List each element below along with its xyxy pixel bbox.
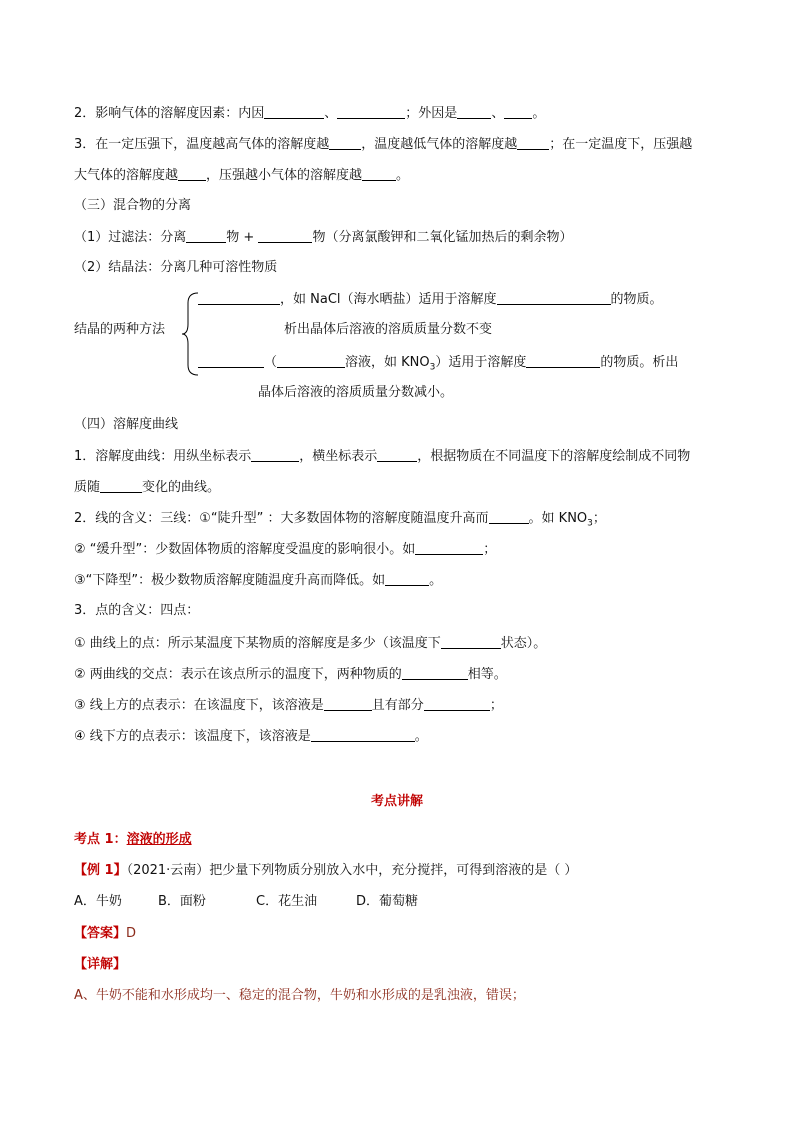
blank [198,290,280,305]
blank [402,665,468,680]
text: 相等。 [467,667,507,682]
text: 。 [414,729,428,744]
text: ）适用于溶解度 [435,355,527,370]
blank [504,104,532,119]
text: ，根据物质在不同温度下的溶解度绘制成不同物 [417,449,691,464]
text: 质随 [74,480,101,495]
text: 。 [429,573,443,588]
text: 3．在一定压强下，温度越高气体的溶解度越 [74,137,330,152]
blank [526,353,600,368]
method-2-note: 晶体后溶液的溶质质量分数减小。 [258,385,454,400]
blank [457,104,491,119]
text: ，压强越小气体的溶解度越 [206,168,363,183]
curve-type-2 [74,540,496,559]
text: ； [483,542,497,557]
text: ； [489,698,503,713]
detail-text: A、牛奶不能和水形成均一、稳定的混合物，牛奶和水形成的是乳浊液，错误； [74,988,525,1003]
answer-tag: 【答案】 [74,926,127,941]
blank [329,135,361,150]
text: 2．影响气体的溶解度因素：内因 [74,106,265,121]
method-2-line [198,353,678,377]
method-1-line [198,290,663,309]
text: 1．溶解度曲线：用纵坐标表示 [74,449,252,464]
section-title: （三）混合物的分离 [74,198,192,213]
curve-type-3 [74,571,442,590]
text: 物 + [226,230,259,245]
text: 物（分离氯酸钾和二氧化锰加热后的剩余物） [312,230,573,245]
detail-tag: 【详解】 [74,957,127,972]
filter-method-line [74,228,572,247]
blank [311,727,415,742]
answer: D [126,926,137,941]
options-line [74,893,418,911]
pressure-temp-line-2 [74,166,409,185]
example-question [74,862,577,880]
blank [258,228,312,243]
text: （2021·云南）把少量下列物质分别放入水中，充分搅拌，可得到溶液的是（ ） [126,863,578,878]
text: ；外因是 [405,106,458,121]
point-heading: 3．点的含义：四点： [74,603,200,618]
blank [377,447,417,462]
blank [415,540,483,555]
blank [277,353,345,368]
blank [362,166,396,181]
answer-line [74,925,136,943]
text: 。 [396,168,410,183]
text: 的物质。析出 [600,355,679,370]
blank [337,104,405,119]
text: 。 [532,106,546,121]
text: 2．线的含义：三线：①“陡升型” ：大多数固体物的溶解度随温度升高而 [74,511,489,526]
crystallization-label: 结晶的两种方法 [74,322,166,337]
text: ② “缓升型”：少数固体物质的溶解度受温度的影响很小。如 [74,542,416,557]
text: ② 两曲线的交点：表示在该点所示的温度下，两种物质的 [74,667,402,682]
section-title: （四）溶解度曲线 [74,417,179,432]
gas-factors-line [74,104,545,123]
text: 。如 KNO [528,511,588,526]
text: ④ 线下方的点表示：该温度下，该溶液是 [74,729,311,744]
blank [424,696,490,711]
text: 变化的曲线。 [142,480,221,495]
point-1 [74,634,546,653]
text: （ [264,355,278,370]
text: 的物质。 [610,292,663,307]
text: ；在一定温度下，压强越 [549,137,693,152]
curve-type-1 [74,509,606,533]
curve-def-line-1 [74,447,690,466]
blank [186,228,226,243]
point-3 [74,696,503,715]
example-tag: 【例 1】 [74,863,127,878]
blank [324,696,372,711]
text: ； [592,511,606,526]
brace-icon [180,291,200,377]
text: ，温度越低气体的溶解度越 [361,137,518,152]
explain-heading: 考点讲解 [370,794,423,809]
text: 且有部分 [371,698,424,713]
text: ③ 线上方的点表示：在该温度下，该溶液是 [74,698,324,713]
blank [198,353,264,368]
blank [251,447,299,462]
method-1-note: 析出晶体后溶液的溶质质量分数不变 [284,322,493,337]
blank [385,571,429,586]
option-c: C．花生油 [256,894,318,909]
blank [517,135,549,150]
option-b: B．面粉 [158,894,206,909]
text: ③“下降型”：极少数物质溶解度随温度升高而降低。如 [74,573,386,588]
text: （1）过滤法：分离 [74,230,187,245]
crystallization-line: （2）结晶法：分离几种可溶性物质 [74,260,278,275]
blank [497,290,611,305]
text: 、 [324,106,338,121]
curve-def-line-2 [74,478,220,497]
blank [178,166,206,181]
text: 、 [491,106,505,121]
text: 溶液的形成 [126,832,192,847]
text: 溶液，如 KNO [345,355,430,370]
point-2 [74,665,507,684]
blank [100,478,142,493]
blank [441,634,501,649]
pressure-temp-line-1 [74,135,692,154]
option-d: D．葡萄糖 [356,894,419,909]
text: ，横坐标表示 [299,449,378,464]
text: 大气体的溶解度越 [74,168,179,183]
subscript: 3 [429,362,436,373]
blank [264,104,324,119]
subscript: 3 [587,518,593,529]
point-title-line [74,831,192,849]
text: ，如 NaCl（海水晒盐）适用于溶解度 [280,292,497,307]
point-4 [74,727,428,746]
text: 考点 1： [74,832,127,847]
text: ① 曲线上的点：所示某温度下某物质的溶解度是多少（该温度下 [74,636,441,651]
text: 状态）。 [500,636,547,651]
option-a: A．牛奶 [74,894,122,909]
blank [489,509,529,524]
